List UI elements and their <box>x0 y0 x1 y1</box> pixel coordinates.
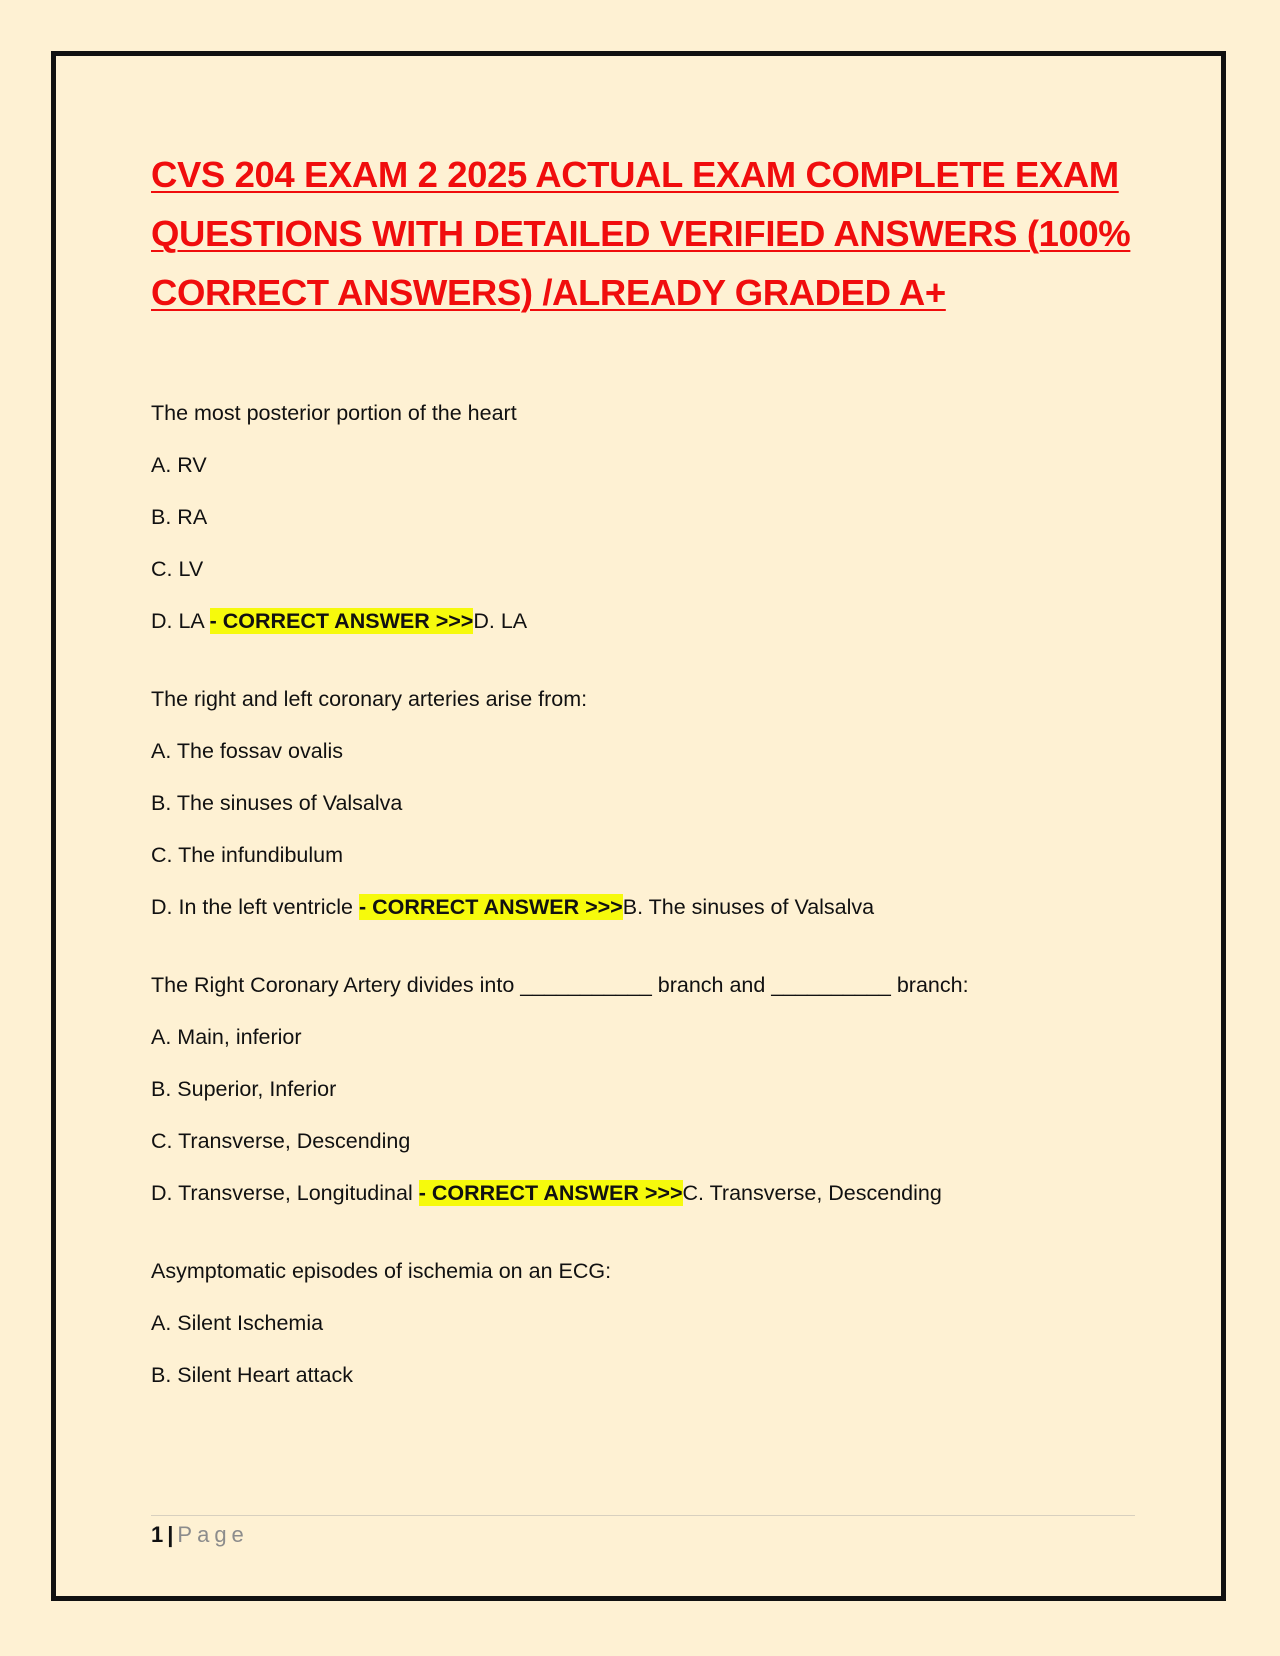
page-footer <box>151 1515 1135 1548</box>
correct-answer: D. LA <box>473 609 528 633</box>
correct-answer-marker: - CORRECT ANSWER >>> <box>418 1181 683 1205</box>
correct-answer: C. Transverse, Descending <box>682 1181 942 1205</box>
document-body <box>151 145 1136 1440</box>
option-c: C. Transverse, Descending <box>151 1129 411 1153</box>
option-d: D. In the left ventricle <box>151 895 359 919</box>
option-c: C. The infundibulum <box>151 843 344 867</box>
question-text: The Right Coronary Artery divides into ___________ branch and __________ branch: <box>151 973 969 997</box>
option-a: A. Silent Ischemia <box>151 1311 324 1335</box>
option-b: B. RA <box>151 505 208 529</box>
question-block <box>151 1258 1136 1388</box>
option-b: B. Superior, Inferior <box>151 1077 337 1101</box>
document-title: CVS 204 EXAM 2 2025 ACTUAL EXAM COMPLETE EXAM QUESTIONS WITH DETAILED VERIFIED ANSWERS (100% CORRECT ANSWERS) /ALREADY GRADED A+ <box>151 154 1131 313</box>
option-b: B. Silent Heart attack <box>151 1363 353 1387</box>
page-label: Page <box>177 1522 249 1547</box>
option-d-with-answer <box>151 1180 1136 1206</box>
option-a: A. RV <box>151 453 207 477</box>
question-block <box>151 400 1136 634</box>
option-d-with-answer <box>151 894 1136 920</box>
option-b: B. The sinuses of Valsalva <box>151 791 403 815</box>
question-text: Asymptomatic episodes of ischemia on an ECG: <box>151 1259 612 1283</box>
page-number: 1 <box>151 1522 164 1547</box>
correct-answer-marker: - CORRECT ANSWER >>> <box>209 609 474 633</box>
question-block <box>151 686 1136 920</box>
question-text: The most posterior portion of the heart <box>151 401 517 425</box>
option-d-with-answer <box>151 608 1136 634</box>
option-d: D. LA <box>151 609 210 633</box>
correct-answer: B. The sinuses of Valsalva <box>622 895 875 919</box>
question-list <box>151 400 1136 1388</box>
question-text: The right and left coronary arteries arise from: <box>151 687 588 711</box>
option-a: A. Main, inferior <box>151 1025 302 1049</box>
option-a: A. The fossav ovalis <box>151 739 343 763</box>
footer-separator: | <box>167 1522 174 1547</box>
question-block <box>151 972 1136 1206</box>
option-d: D. Transverse, Longitudinal <box>151 1181 419 1205</box>
option-c: C. LV <box>151 557 204 581</box>
correct-answer-marker: - CORRECT ANSWER >>> <box>358 895 623 919</box>
